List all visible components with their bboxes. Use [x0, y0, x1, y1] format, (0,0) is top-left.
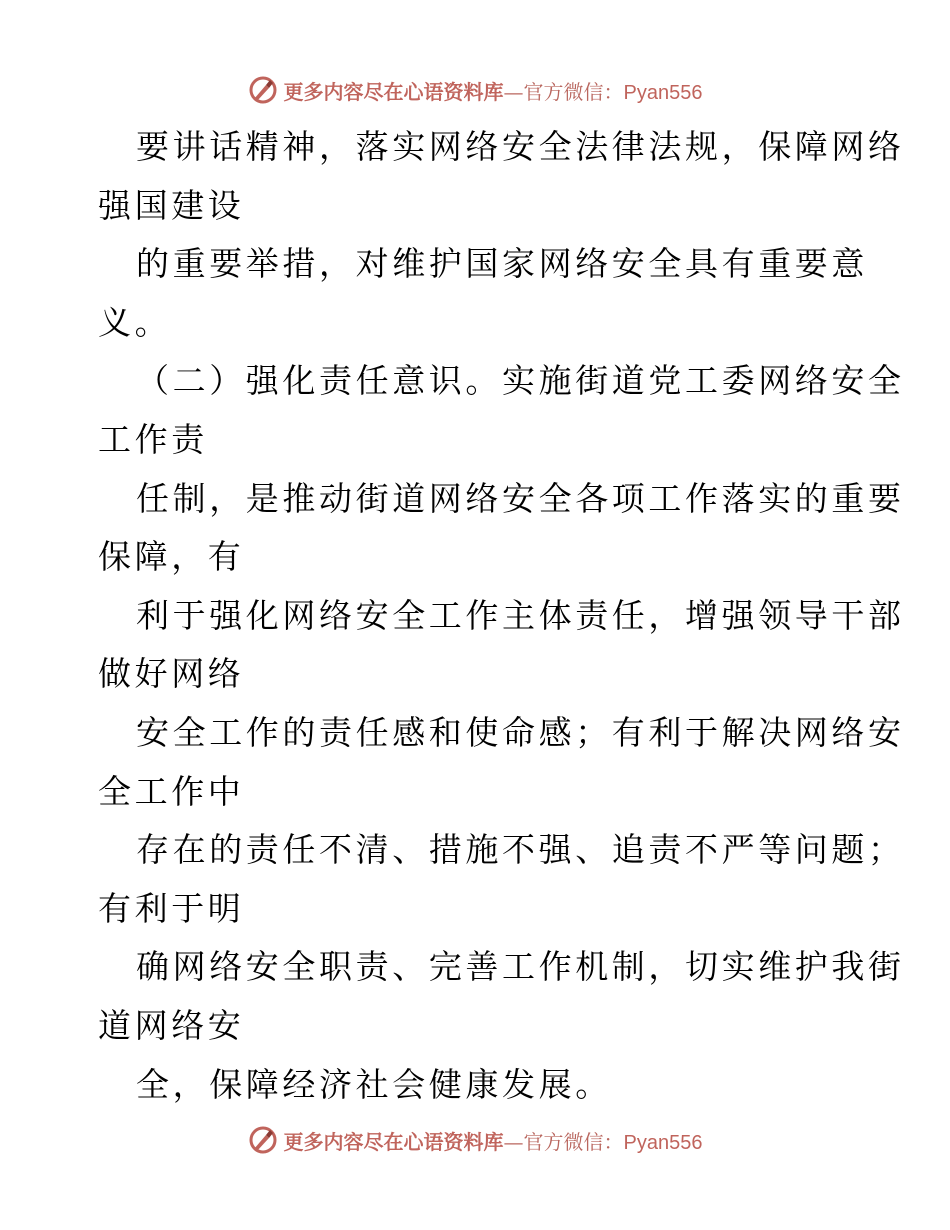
text-line: 保障，有 — [98, 537, 245, 577]
text-line: 安全工作的责任感和使命感；有利于解决网络安 — [136, 712, 905, 752]
text-line: 利于强化网络安全工作主体责任，增强领导干部 — [136, 595, 905, 635]
watermark-dash: — — [503, 79, 524, 104]
watermark-dash: — — [503, 1129, 524, 1154]
text-line: 确网络安全职责、完善工作机制，切实维护我街 — [136, 947, 905, 987]
text-line: （二）强化责任意识。实施街道党工委网络安全 — [136, 361, 905, 401]
watermark-text — [284, 76, 703, 105]
text-line: 有利于明 — [98, 888, 245, 928]
watermark-text — [284, 1126, 703, 1155]
text-line: 工作责 — [98, 419, 208, 459]
text-line: 的重要举措，对维护国家网络安全具有重要意 — [136, 244, 868, 284]
watermark-label: 官方微信： — [523, 79, 624, 104]
text-line: 存在的责任不清、措施不强、追责不严等问题； — [136, 830, 905, 870]
text-line: 全，保障经济社会健康发展。 — [136, 1064, 612, 1104]
text-line: 全工作中 — [98, 771, 245, 811]
watermark-handle: Pyan556 — [623, 1131, 703, 1154]
header-watermark — [0, 70, 950, 110]
watermark-lead: 更多内容尽在心语资料库 — [283, 1129, 504, 1154]
text-line: 任制，是推动街道网络安全各项工作落实的重要 — [136, 478, 905, 518]
pen-logo-icon — [248, 1125, 278, 1155]
watermark-label: 官方微信： — [523, 1129, 624, 1154]
pen-logo-icon — [248, 75, 278, 105]
text-line: 道网络安 — [98, 1005, 245, 1045]
text-line: 强国建设 — [98, 185, 245, 225]
text-line: 义。 — [98, 302, 172, 342]
watermark-handle: Pyan556 — [623, 81, 703, 104]
watermark-lead: 更多内容尽在心语资料库 — [283, 79, 504, 104]
text-line: 做好网络 — [98, 654, 245, 694]
footer-watermark — [0, 1120, 950, 1160]
document-body — [98, 118, 905, 1114]
text-line: 要讲话精神，落实网络安全法律法规，保障网络 — [136, 127, 905, 166]
